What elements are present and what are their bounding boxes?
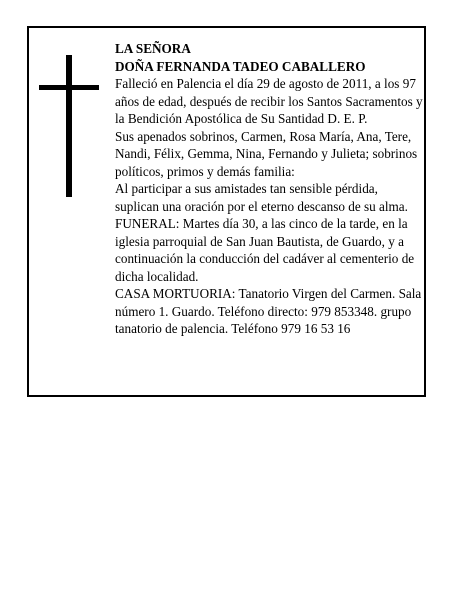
notice-text [115,40,423,338]
death-announcement: Falleció en Palencia el día 29 de agosto de 2011, a los 97 años de edad, después de recibir los Santos Sacramentos y la Bendición Apostólica de Su Santidad D. E. P. [115,76,423,126]
obituary-notice [27,26,426,397]
funeral-details: FUNERAL: Martes día 30, a las cinco de la tarde, en la iglesia parroquial de San Juan Bautista, de Guardo, y a continuación la conducción del cadáver al cementerio de dicha localidad. [115,216,415,284]
funeral-home-details: CASA MORTUORIA: Tanatorio Virgen del Carmen. Sala número 1. Guardo. Teléfono directo: 979 853348. grupo tanatorio de palencia. Teléfono 979 16 53 16 [115,286,422,336]
cross-vertical-bar [66,55,72,197]
family-mourners: Sus apenados sobrinos, Carmen, Rosa María, Ana, Tere, Nandi, Félix, Gemma, Nina, Fernando y Julieta; sobrinos políticos, primos y demás familia: [115,128,418,179]
prayer-request: Al participar a sus amistades tan sensible pérdida, suplican una oración por el eterno descanso de su alma. [115,181,408,214]
notice-heading: LA SEÑORA [115,41,191,56]
cross-horizontal-bar [39,85,99,90]
deceased-name: DOÑA FERNANDA TADEO CABALLERO [115,58,366,74]
